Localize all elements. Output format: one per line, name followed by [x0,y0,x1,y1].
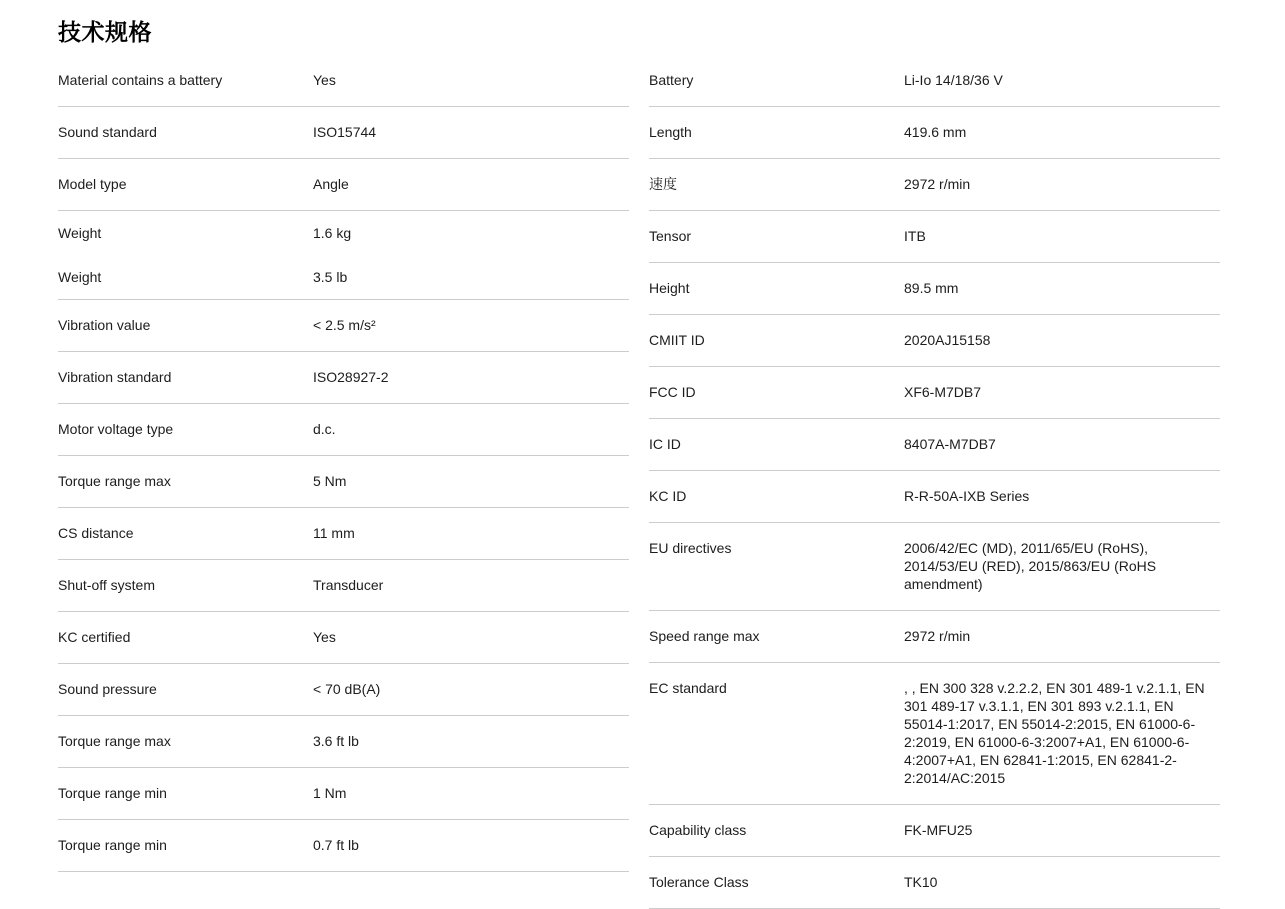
spec-value: 89.5 mm [904,280,959,296]
spec-row [649,663,1220,804]
spec-row [649,523,1220,610]
spec-cell [649,55,1220,107]
spec-row [58,612,629,663]
spec-value: XF6-M7DB7 [904,384,982,400]
section-title: 技术规格 [58,19,152,45]
spec-value: 1 Nm [313,785,347,801]
spec-row [58,560,629,611]
spec-value: 0.7 ft lb [313,837,359,853]
spec-cell [649,523,1220,611]
spec-cell [649,471,1220,523]
spec-cell [58,560,629,612]
spec-row [649,107,1220,158]
spec-row [649,419,1220,470]
spec-value: 11 mm [313,525,355,541]
spec-cell [649,367,1220,419]
spec-cell [649,159,1220,211]
spec-label: KC ID [649,488,687,504]
spec-label: Sound pressure [58,681,157,697]
spec-cell [58,768,629,820]
spec-row [58,107,629,158]
spec-label: CMIIT ID [649,332,705,348]
spec-cell [649,107,1220,159]
spec-value: ISO15744 [313,124,377,140]
spec-row [649,857,1220,908]
spec-row [58,352,629,403]
spec-value: ISO28927-2 [313,369,389,385]
spec-cell [58,55,629,107]
spec-value: 2972 r/min [904,628,971,644]
spec-label: Torque range min [58,785,167,801]
spec-cell [58,820,629,872]
spec-cell [58,716,629,768]
spec-row [58,768,629,819]
spec-row [58,508,629,559]
spec-label: FCC ID [649,384,696,400]
spec-row [58,300,629,351]
spec-label: Motor voltage type [58,421,174,437]
spec-cell [58,159,629,211]
spec-cell [58,664,629,716]
spec-label: Vibration value [58,317,151,333]
spec-row [58,664,629,715]
spec-value: 419.6 mm [904,124,967,140]
spec-cell [58,456,629,508]
spec-row [58,404,629,455]
spec-cell [649,315,1220,367]
spec-label: Vibration standard [58,369,172,385]
spec-row [649,471,1220,522]
spec-row [649,263,1220,314]
spec-cell [58,508,629,560]
spec-cell [58,211,629,300]
spec-label: Model type [58,176,127,192]
spec-row [58,159,629,210]
spec-value: Angle [313,176,349,192]
spec-columns [58,55,1220,909]
spec-value: Yes [313,72,336,88]
spec-row [649,55,1220,106]
spec-label: Torque range max [58,733,171,749]
spec-value: < 70 dB(A) [313,681,381,697]
spec-cell [649,857,1220,909]
spec-row [649,315,1220,366]
spec-value: 2020AJ15158 [904,332,991,348]
spec-label: KC certified [58,629,131,645]
spec-row [649,611,1220,662]
spec-label: CS distance [58,525,134,541]
spec-value: Li-Io 14/18/36 V [904,72,1003,88]
spec-label: Sound standard [58,124,157,140]
spec-label: EC standard [649,680,727,696]
spec-label: Capability class [649,822,747,838]
spec-cell [58,107,629,159]
spec-label: Material contains a battery [58,72,223,88]
spec-column-left [58,55,629,872]
spec-label: 速度 [649,176,677,192]
spec-value: 1.6 kg [313,225,352,241]
spec-value: TK10 [904,874,938,890]
spec-label: Length [649,124,692,140]
spec-value: 5 Nm [313,473,347,489]
spec-value: , , EN 300 328 v.2.2.2, EN 301 489-1 v.2.1.1, EN 301 489-17 v.3.1.1, EN 301 893 v.2.1.1, EN 55014-1:2017, EN 55014-2:2015, EN 61000-6-2:2019, EN 61000-6-3:2007+A1, EN 61000-6-4:2007+A1, EN 62841-1:2015, EN 62841-2-2:2014/AC:2015 [904,680,1205,786]
spec-value: 8407A-M7DB7 [904,436,996,452]
spec-label: EU directives [649,540,732,556]
spec-row [58,716,629,767]
spec-value: < 2.5 m/s² [313,317,376,333]
spec-cell [649,805,1220,857]
spec-row [58,456,629,507]
spec-value: 2006/42/EC (MD), 2011/65/EU (RoHS), 2014/53/EU (RED), 2015/863/EU (RoHS amendment) [904,540,1157,592]
spec-value: 2972 r/min [904,176,971,192]
spec-label: IC ID [649,436,681,452]
spec-row [649,805,1220,856]
spec-label: Shut-off system [58,577,156,593]
spec-label: Torque range min [58,837,167,853]
spec-value: Yes [313,629,336,645]
spec-cell [58,612,629,664]
spec-value: ITB [904,228,926,244]
spec-label: Tolerance Class [649,874,749,890]
spec-row [58,211,629,255]
spec-cell [58,352,629,404]
spec-label: Speed range max [649,628,760,644]
spec-row [649,211,1220,262]
spec-value: d.c. [313,421,336,437]
spec-row [649,159,1220,210]
spec-value: 3.6 ft lb [313,733,359,749]
spec-cell [649,663,1220,805]
spec-cell [649,611,1220,663]
spec-cell [58,300,629,352]
spec-label: Tensor [649,228,692,244]
spec-row [58,55,629,106]
spec-label: Weight [58,269,102,285]
spec-label: Battery [649,72,694,88]
spec-value: R-R-50A-IXB Series [904,488,1030,504]
spec-cell [649,263,1220,315]
spec-cell [649,211,1220,263]
spec-cell [649,419,1220,471]
spec-column-right [649,55,1220,909]
spec-label: Height [649,280,690,296]
spec-row [649,367,1220,418]
spec-value: 3.5 lb [313,269,348,285]
spec-label: Weight [58,225,102,241]
spec-row [58,820,629,871]
spec-value: FK-MFU25 [904,822,973,838]
spec-row [58,255,629,299]
spec-cell [58,404,629,456]
spec-label: Torque range max [58,473,171,489]
spec-value: Transducer [313,577,384,593]
